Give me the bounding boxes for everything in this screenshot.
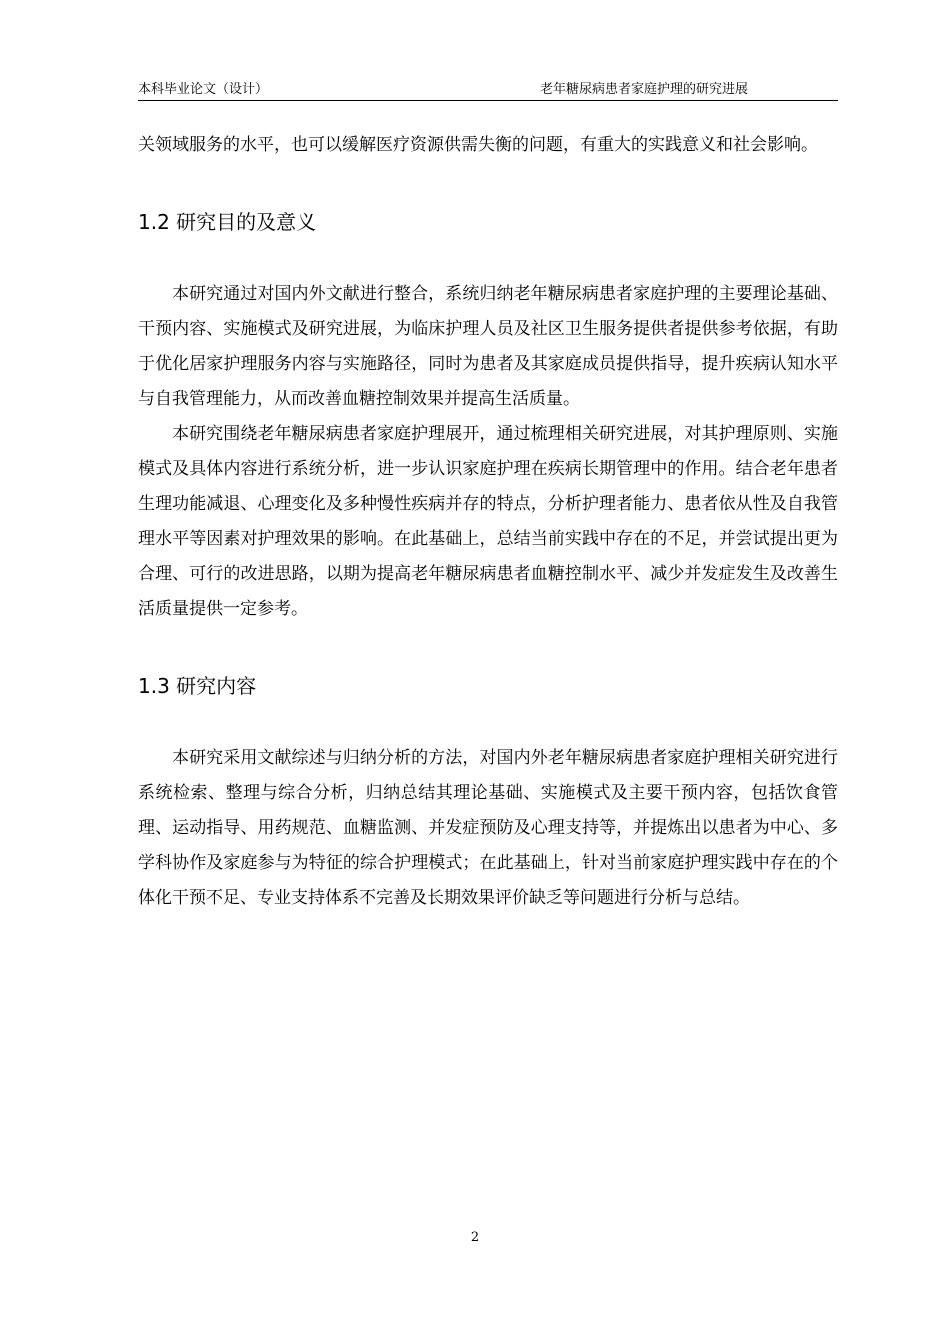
header-paper-title: 老年糖尿病患者家庭护理的研究进展: [539, 82, 748, 97]
section-1-2-paragraph-1: 本研究通过对国内外文献进行整合，系统归纳老年糖尿病患者家庭护理的主要理论基础、干预内容、实施模式及研究进展，为临床护理人员及社区卫生服务提供者提供参考依据，有助于优化居家护理服务内容与实施路径，同时为患者及其家庭成员提供指导，提升疾病认知水平与自我管理能力，从而改善血糖控制效果并提高生活质量。: [138, 284, 838, 409]
page-header: [138, 80, 838, 101]
page-number: 2: [470, 1230, 480, 1245]
section-heading-1-3: 1.3 研究内容: [138, 674, 257, 698]
header-thesis-type: 本科毕业论文（设计）: [138, 82, 269, 97]
section-1-2-paragraph-2: 本研究围绕老年糖尿病患者家庭护理展开，通过梳理相关研究进展，对其护理原则、实施模式及具体内容进行系统分析，进一步认识家庭护理在疾病长期管理中的作用。结合老年患者生理功能减退、心理变化及多种慢性疾病并存的特点，分析护理者能力、患者依从性及自我管理水平等因素对护理效果的影响。在此基础上，总结当前实践中存在的不足，并尝试提出更为合理、可行的改进思路，以期为提高老年糖尿病患者血糖控制水平、减少并发症发生及改善生活质量提供一定参考。: [138, 424, 838, 619]
page-body: [138, 128, 838, 916]
continued-paragraph: 关领域服务的水平，也可以缓解医疗资源供需失衡的问题，有重大的实践意义和社会影响。: [138, 135, 818, 155]
section-heading-1-2: 1.2 研究目的及意义: [138, 210, 317, 234]
section-1-3-paragraph-1: 本研究采用文献综述与归纳分析的方法，对国内外老年糖尿病患者家庭护理相关研究进行系统检索、整理与综合分析，归纳总结其理论基础、实施模式及主要干预内容，包括饮食管理、运动指导、用药规范、血糖监测、并发症预防及心理支持等，并提炼出以患者为中心、多学科协作及家庭参与为特征的综合护理模式；在此基础上，针对当前家庭护理实践中存在的个体化干预不足、专业支持体系不完善及长期效果评价缺乏等问题进行分析与总结。: [138, 748, 838, 908]
